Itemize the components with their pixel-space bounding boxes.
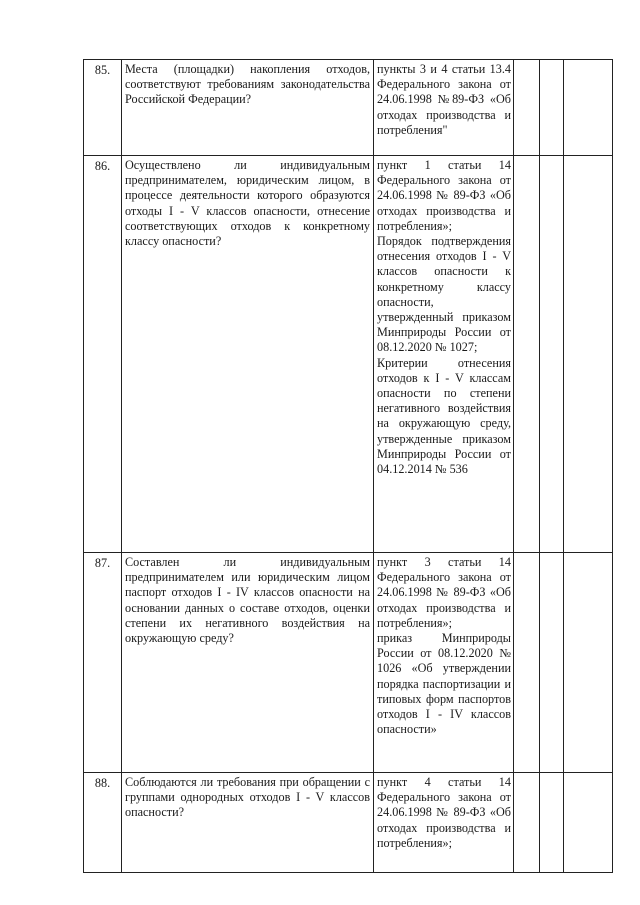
requirements-table xyxy=(83,59,613,873)
answer-no-cell[interactable] xyxy=(540,773,564,873)
answer-yes-cell[interactable] xyxy=(514,60,540,156)
legal-basis xyxy=(374,773,514,873)
row-number: 86. xyxy=(84,156,122,553)
answer-na-cell[interactable] xyxy=(564,60,613,156)
legal-basis xyxy=(374,60,514,156)
row-number: 85. xyxy=(84,60,122,156)
table-row xyxy=(84,60,613,156)
question-text: Места (площадки) накопления отходов, соответствуют требованиям законодательства Российской Федерации? xyxy=(122,60,374,156)
legal-basis-item: пункт 3 статьи 14 Федерального закона от 24.06.1998 № 89-ФЗ «Об отходах производства и потребления»; xyxy=(377,555,511,630)
row-number: 88. xyxy=(84,773,122,873)
answer-yes-cell[interactable] xyxy=(514,773,540,873)
table-row xyxy=(84,773,613,873)
question-text: Составлен ли индивидуальным предпринимателем или юридическим лицом паспорт отходов I - IV классов опасности на основании данных о составе отходов, оценки степени их негативного воздействия на окружающую среду? xyxy=(122,553,374,773)
legal-basis-item: Порядок подтверждения отнесения отходов I - V классов опасности к конкретному классу опасности, утвержденный приказом Минприроды России от 08.12.2020 № 1027; xyxy=(377,234,511,355)
legal-basis xyxy=(374,553,514,773)
answer-yes-cell[interactable] xyxy=(514,156,540,553)
question-text: Соблюдаются ли требования при обращении с группами однородных отходов I - V классов опасности? xyxy=(122,773,374,873)
table-row xyxy=(84,553,613,773)
answer-no-cell[interactable] xyxy=(540,60,564,156)
answer-no-cell[interactable] xyxy=(540,156,564,553)
legal-basis-item: приказ Минприроды России от 08.12.2020 № 1026 «Об утверждении порядка паспортизации и типовых форм паспортов отходов I - IV классов опасности» xyxy=(377,631,511,737)
legal-basis-item: пункты 3 и 4 статьи 13.4 Федерального закона от 24.06.1998 №89-ФЗ «Об отходах производства и потребления" xyxy=(377,62,511,137)
row-number: 87. xyxy=(84,553,122,773)
answer-no-cell[interactable] xyxy=(540,553,564,773)
legal-basis-item: Критерии отнесения отходов к I - V классам опасности по степени негативного воздействия на окружающую среду, утвержденные приказом Минприроды России от 04.12.2014 № 536 xyxy=(377,355,511,477)
answer-na-cell[interactable] xyxy=(564,156,613,553)
legal-basis-item: пункт 1 статьи 14 Федерального закона от 24.06.1998 № 89-ФЗ «Об отходах производства и потребления»; xyxy=(377,158,511,233)
answer-na-cell[interactable] xyxy=(564,553,613,773)
legal-basis xyxy=(374,156,514,553)
answer-yes-cell[interactable] xyxy=(514,553,540,773)
table-row xyxy=(84,156,613,553)
legal-basis-item: пункт 4 статьи 14 Федерального закона от 24.06.1998 № 89-ФЗ «Об отходах производства и потребления»; xyxy=(377,775,511,850)
answer-na-cell[interactable] xyxy=(564,773,613,873)
question-text: Осуществлено ли индивидуальным предпринимателем, юридическим лицом, в процессе деятельности которого образуются отходы I - V классов опасности, отнесение соответствующих отходов к конкретному классу опасности? xyxy=(122,156,374,553)
